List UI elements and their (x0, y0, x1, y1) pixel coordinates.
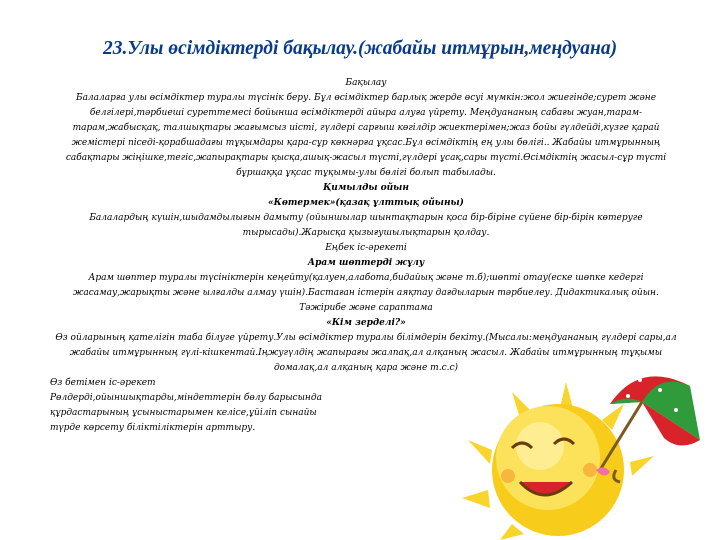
observation-text: Балаларға улы өсімдіктер туралы түсінік беру. Бұл өсімдіктер барлық жерде өсуі мүмкін:жол жиегінде;сурет және белгілері,тәрбиеші суреттемесі бойынша өсімдіктерді айыра алуға үйрету. Меңдуананың сабағы жуан,тарам-тарам,жабысқақ, талшықтары жағымсыз иісті, гүлдері сарғыш көгілдір жиектерімен;жаз бойы гүлдейді,күзге қарай жемістері піседі-қорабшадағы тұқымдары қара-сұр көкнәрға ұқсас.Бұл өсімдіктің ең улы бөлігі.. Жабайы итмұрынның сабақтары жіңішке,тегіс,жапырақтары қысқа,ашық-жасыл түсті,гүлдері ұсақ,сары түсті.Өсімдіктің жасыл-сұр түсті бұршаққа ұқсас тұқымы-улы бөлігі болып табылады. (65, 93, 667, 178)
didactic-text: Өз ойларының қателігін таба білуге үйрету.Улы өсімдіктер туралы білімдерін бекіту.(Мысалы:меңдуананың гүлдері сары,ал жабайы итмұрынның гүлі-кішкентай.Іңжугүлдің жапырағы жалпақ,ал алқаның жасыл. Жабайы итмұрынның тұқымы домалақ,ал алқаның қара және т.с.с) (55, 333, 677, 373)
page-title: 23.Улы өсімдіктерді бақылау.(жабайы итмұрын,меңдуана) (102, 38, 618, 59)
game-text: Балалардың күшін,шыдамдылығын дамыту (ойыншылар шынтақтарын қоса бір-біріне сүйене бір-бірін көтеруге тырысады).Жарысқа қызығушылықтарын қолдау. (89, 213, 643, 238)
labor-heading: Еңбек іс-әрекеті (325, 243, 407, 253)
game-heading: Қимылды ойын (323, 183, 409, 193)
independent-text-2: құрдастарының ұсыныстарымен келісе,ұйіліп сынайы (50, 408, 317, 418)
didactic-name: «Кім зерделі?» (326, 318, 406, 328)
labor-name: Арам шөптерді жұлу (307, 258, 425, 268)
smiling-sun-icon (462, 382, 654, 540)
game-name: «Көтермек»(қазақ ұлттық ойыны) (268, 198, 464, 208)
observation-heading: Бақылау (345, 78, 387, 88)
independent-text-3: түрде көрсету біліктіліктерін арттыру. (50, 423, 256, 433)
labor-text: Арам шөптер туралы түсініктерін кеңейту(қалуен,алабота,бидайық және т.б);шөпті отау(еске шөпке кедергі жасамау,жарықты және ылғалды алмау үшін).Бастаған істерін аяқтау дағдыларын тәрбиелеу. Дидактикалық ойын. Тәжірибе және сараптама (73, 273, 659, 313)
independent-text-1: Рөлдерді,ойыншықтарды,міндеттерін бөлу барысында (50, 393, 322, 403)
independent-heading: Өз бетімен іс-әрекет (50, 378, 156, 388)
